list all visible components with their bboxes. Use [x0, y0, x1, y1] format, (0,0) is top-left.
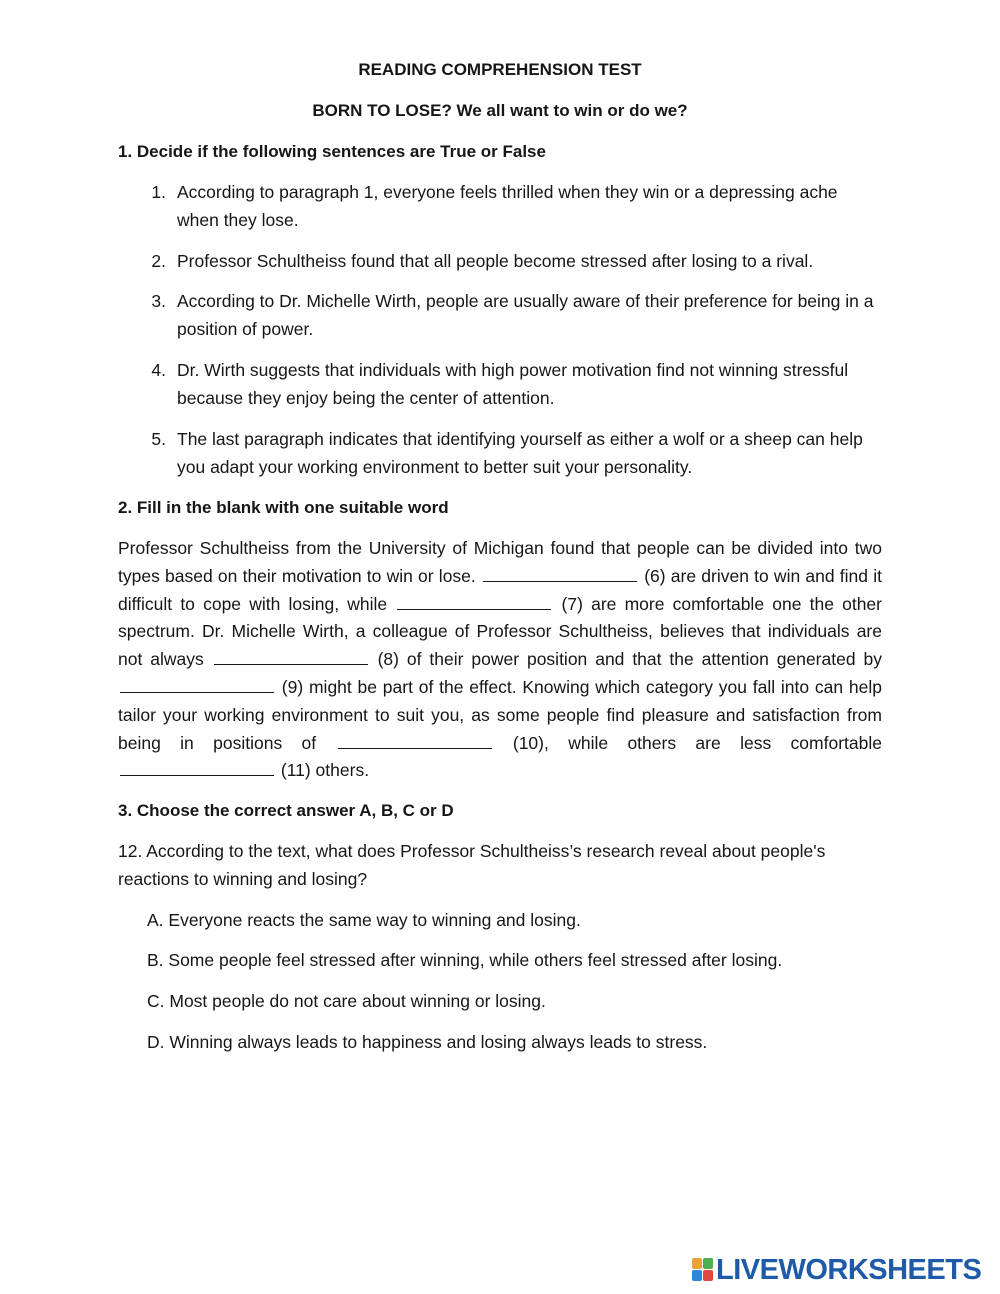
blank-10[interactable]: [338, 732, 492, 749]
page-title: READING COMPREHENSION TEST: [358, 60, 642, 79]
item-number: 2.: [151, 251, 166, 271]
paragraph-text: (6) are driven to win and find it difficult to cope with losing, while: [118, 565, 882, 614]
paragraph-text: (11) others.: [280, 760, 370, 781]
paragraph-text: (7) are more comfortable one the other spectrum. Dr. Michelle Wirth, a colleague of Professor Schultheiss, believes that individuals are not always: [118, 593, 882, 670]
logo-square: [692, 1258, 702, 1269]
answer-option-a[interactable]: A. Everyone reacts the same way to winning and losing.: [147, 910, 581, 930]
liveworksheets-logo-icon: [692, 1258, 714, 1282]
paragraph-text: Professor Schultheiss from the University of Michigan found that people can be divided into two types based on their motivation to win or lose.: [118, 538, 882, 586]
answer-option-b[interactable]: B. Some people feel stressed after winning, while others feel stressed after losing.: [147, 950, 783, 970]
blank-6[interactable]: [483, 565, 637, 582]
blank-8[interactable]: [214, 648, 368, 665]
fill-in-paragraph: [118, 535, 882, 785]
paragraph-text: (10), while others are less comfortable: [512, 732, 882, 753]
page-subtitle: BORN TO LOSE? We all want to win or do we?: [312, 101, 688, 120]
item-number: 1.: [151, 182, 166, 202]
logo-text: LIVEWORKSHEETS: [716, 1254, 982, 1286]
blank-7[interactable]: [397, 593, 551, 610]
section1-heading: 1. Decide if the following sentences are True or False: [118, 142, 546, 161]
logo-square: [703, 1258, 713, 1269]
paragraph-text: (8) of their power position and that the attention generated by: [377, 649, 882, 670]
blank-11[interactable]: [120, 759, 274, 776]
logo-square: [692, 1270, 702, 1281]
item-text: Dr. Wirth suggests that individuals with high power motivation find not winning stressful because they enjoy being the center of attention.: [177, 360, 849, 408]
logo-square: [703, 1270, 713, 1281]
item-number: 5.: [151, 429, 166, 449]
item-text: According to Dr. Michelle Wirth, people are usually aware of their preference for being in a position of power.: [177, 291, 874, 339]
item-text: Professor Schultheiss found that all people become stressed after losing to a rival.: [177, 251, 814, 271]
answer-option-d[interactable]: D. Winning always leads to happiness and losing always leads to stress.: [147, 1032, 708, 1052]
section3-heading: 3. Choose the correct answer A, B, C or D: [118, 801, 454, 820]
question-12: 12. According to the text, what does Professor Schultheiss’s research reveal about people's reactions to winning and losing?: [118, 841, 826, 889]
section2-heading: 2. Fill in the blank with one suitable word: [118, 498, 449, 517]
paragraph-text: (9) might be part of the effect. Knowing which category you fall into can help tailor your working environment to suit you, as some people find pleasure and satisfaction from being in positions of: [118, 676, 882, 753]
item-number: 3.: [151, 291, 166, 311]
item-text: According to paragraph 1, everyone feels thrilled when they win or a depressing ache when they lose.: [177, 182, 838, 230]
blank-9[interactable]: [120, 676, 274, 693]
answer-option-c[interactable]: C. Most people do not care about winning or losing.: [147, 991, 546, 1011]
item-number: 4.: [151, 360, 166, 380]
item-text: The last paragraph indicates that identifying yourself as either a wolf or a sheep can help you adapt your working environment to better suit your personality.: [177, 429, 863, 477]
